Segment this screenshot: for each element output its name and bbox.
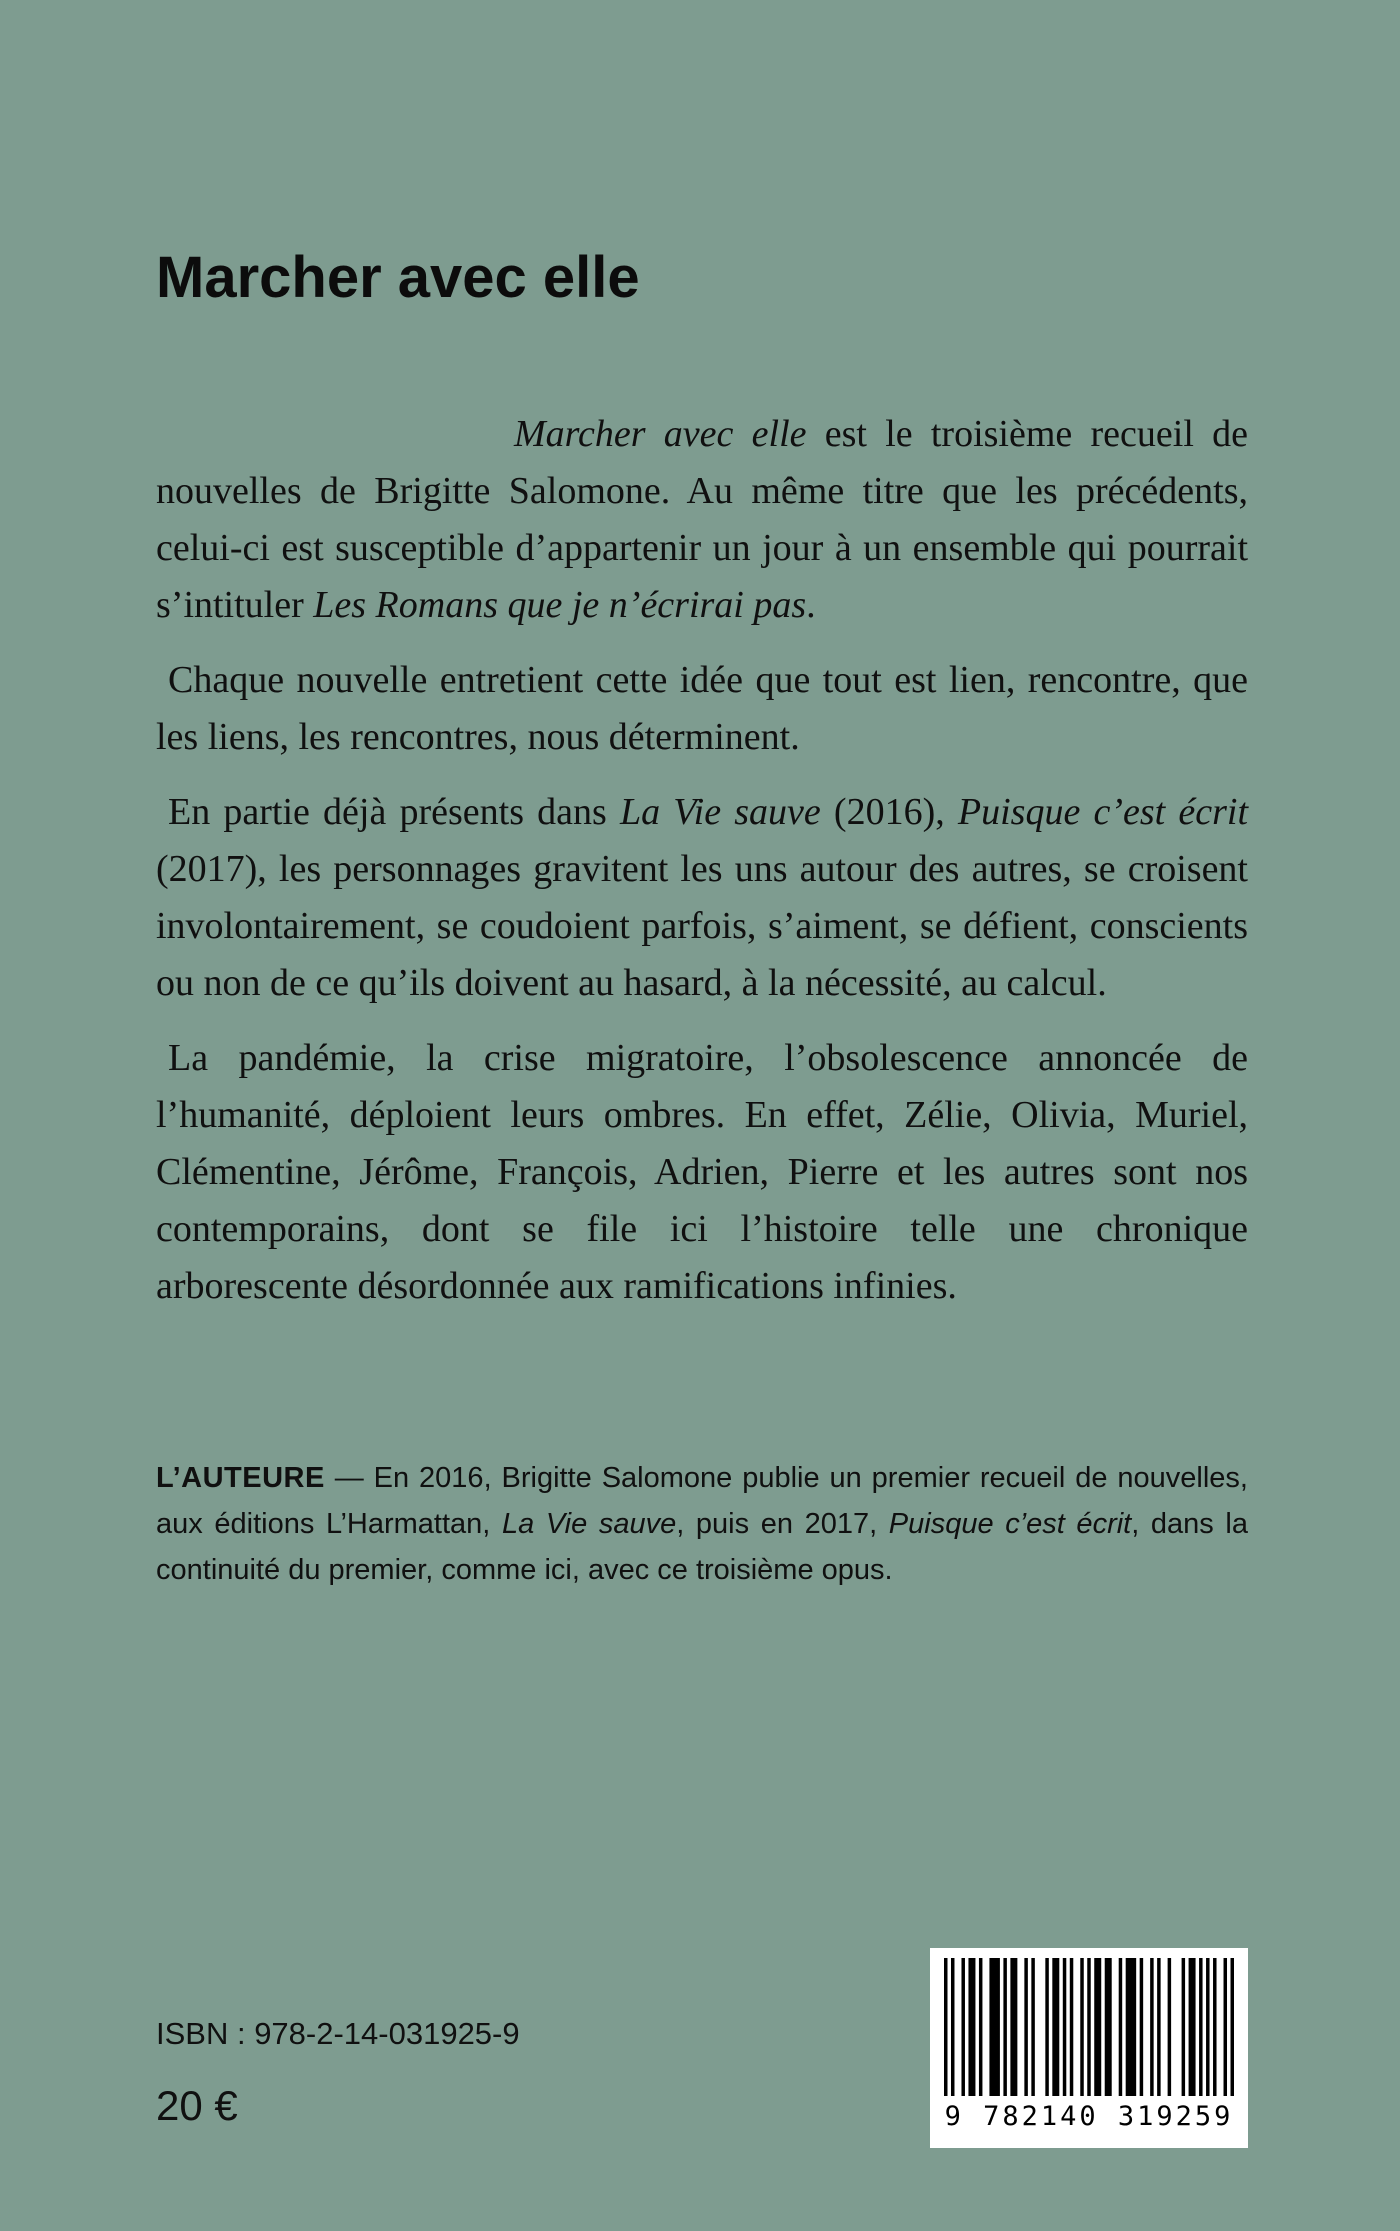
author-section: L’AUTEURE — En 2016, Brigitte Salomone publie un premier recueil de nouvelles, aux éditions L’Harmattan, La Vie sauve, puis en 2017, Puisque c’est écrit, dans la continuité du premier, comme ici, avec ce troisième opus.: [156, 1461, 1248, 1586]
barcode-number: 9 782140 319259: [944, 2101, 1234, 2132]
back-cover-content: [156, 246, 1248, 1593]
body-paragraph: La pandémie, la crise migratoire, l’obsolescence annoncée de l’humanité, déploient leurs ombres. En effet, Zélie, Olivia, Muriel, Clémentine, Jérôme, François, Adrien, Pierre et les autres sont nos contemporains, dont se file ici l’histoire telle une chronique arborescente désordonnée aux ramifications infinies.: [156, 1036, 1248, 1307]
body-paragraph: Chaque nouvelle entretient cette idée que tout est lien, rencontre, que les liens, les rencontres, nous déterminent.: [156, 658, 1248, 758]
barcode-bars: [944, 1958, 1234, 2096]
barcode: [930, 1948, 1248, 2148]
book-title: Marcher avec elle: [156, 245, 640, 310]
isbn-text: ISBN : 978-2-14-031925-9: [156, 2016, 520, 2051]
price-text: 20 €: [156, 2082, 238, 2129]
body-paragraph: En partie déjà présents dans La Vie sauve (2016), Puisque c’est écrit (2017), les personnages gravitent les uns autour des autres, se croisent involontairement, se coudoient parfois, s’aiment, se défient, conscients ou non de ce qu’ils doivent au hasard, à la nécessité, au calcul.: [156, 790, 1248, 1004]
body-paragraph: Marcher avec elle est le troisième recueil de nouvelles de Brigitte Salomone. Au même titre que les précédents, celui-ci est susceptible d’appartenir un jour à un ensemble qui pourrait s’intituler Les Romans que je n’écrirai pas.: [156, 412, 1249, 626]
